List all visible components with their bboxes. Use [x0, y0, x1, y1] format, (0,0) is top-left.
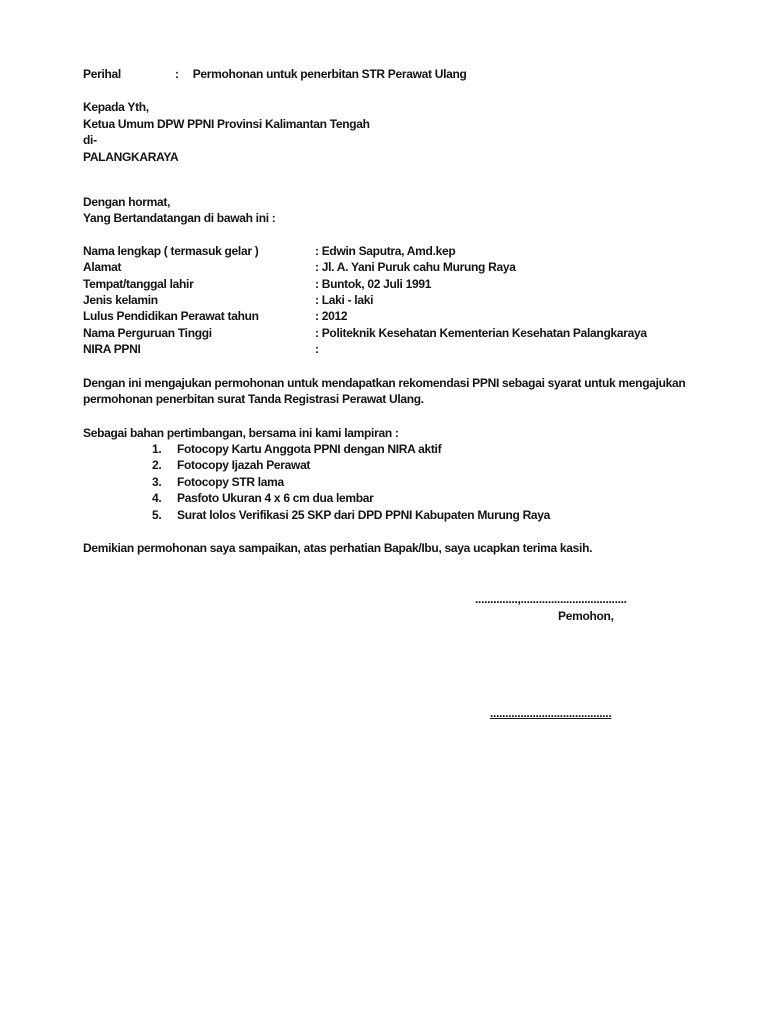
attachment-item [152, 457, 725, 473]
recipient-city: PALANGKARAYA [83, 149, 179, 164]
field-label: Nama Perguruan Tinggi [83, 325, 212, 340]
field-value: : [315, 342, 319, 357]
closing-paragraph: Demikian permohonan saya sampaikan, atas perhatian Bapak/Ibu, saya ucapkan terima kasih. [83, 540, 593, 555]
attachment-number: 4. [152, 491, 162, 506]
field-row-lulus-pendidikan [83, 308, 725, 324]
greeting-block [83, 194, 725, 227]
attachment-text: Fotocopy STR lama [177, 474, 284, 489]
field-row-jenis-kelamin [83, 292, 725, 308]
greeting-line1: Dengan hormat, [83, 195, 171, 210]
signature-name-dots [490, 705, 725, 721]
field-value: : Jl. A. Yani Puruk cahu Murung Raya [315, 260, 516, 275]
attachment-number: 3. [152, 474, 162, 489]
letter-content [83, 66, 725, 722]
recipient-salutation: Kepada Yth, [83, 100, 149, 115]
field-label: Nama lengkap ( termasuk gelar ) [83, 243, 259, 258]
subject-separator: : [175, 67, 179, 81]
field-label: NIRA PPNI [83, 342, 141, 357]
recipient-at: di- [83, 133, 97, 148]
attachment-item [152, 441, 725, 457]
attachment-item [152, 490, 725, 506]
recipient-addressee: Ketua Umum DPW PPNI Provinsi Kalimantan Tengah [83, 116, 370, 131]
field-row-alamat [83, 259, 725, 275]
field-value: : Edwin Saputra, Amd.kep [315, 243, 456, 258]
greeting-line2: Yang Bertandatangan di bawah ini : [83, 211, 276, 226]
attachments-intro: Sebagai bahan pertimbangan, bersama ini kami lampiran : [83, 425, 399, 440]
field-label: Jenis kelamin [83, 293, 158, 308]
signature-role: Pemohon, [558, 608, 614, 623]
recipient-block [83, 99, 725, 165]
field-value: : 2012 [315, 309, 348, 324]
attachment-text: Fotocopy Ijazah Perawat [177, 458, 311, 473]
attachment-item [152, 474, 725, 490]
subject-label: Perihal [83, 67, 121, 81]
attachment-text: Surat lolos Verifikasi 25 SKP dari DPD PPNI Kabupaten Murung Raya [177, 507, 551, 522]
applicant-fields [83, 243, 725, 358]
signature-name-dots-text: ........................................ [490, 706, 612, 721]
field-value: : Politeknik Kesehatan Kementerian Kesehatan Palangkaraya [315, 325, 647, 340]
field-row-nira-ppni [83, 341, 725, 357]
attachment-number: 1. [152, 441, 162, 456]
field-label: Lulus Pendidikan Perawat tahun [83, 309, 259, 324]
field-value: : Laki - laki [315, 293, 374, 308]
field-row-tempat-tanggal-lahir [83, 276, 725, 292]
subject-line [83, 66, 725, 82]
field-label: Alamat [83, 260, 122, 275]
field-row-nama-lengkap [83, 243, 725, 259]
attachment-text: Fotocopy Kartu Anggota PPNI dengan NIRA aktif [177, 441, 442, 456]
attachments-list [83, 441, 725, 523]
field-label: Tempat/tanggal lahir [83, 276, 194, 291]
attachment-item [152, 507, 725, 523]
attachment-number: 5. [152, 507, 162, 522]
attachment-number: 2. [152, 458, 162, 473]
signature-date-dots: ..............,................................... [475, 592, 627, 607]
request-paragraph: Dengan ini mengajukan permohonan untuk mendapatkan rekomendasi PPNI sebagai syarat untuk mengajukan permohonan penerbitan surat Tanda Registrasi Perawat Ulang. [83, 375, 686, 407]
field-value: : Buntok, 02 Juli 1991 [315, 276, 432, 291]
field-row-perguruan-tinggi [83, 325, 725, 341]
attachment-text: Pasfoto Ukuran 4 x 6 cm dua lembar [177, 491, 374, 506]
subject-value: Permohonan untuk penerbitan STR Perawat Ulang [192, 67, 467, 81]
